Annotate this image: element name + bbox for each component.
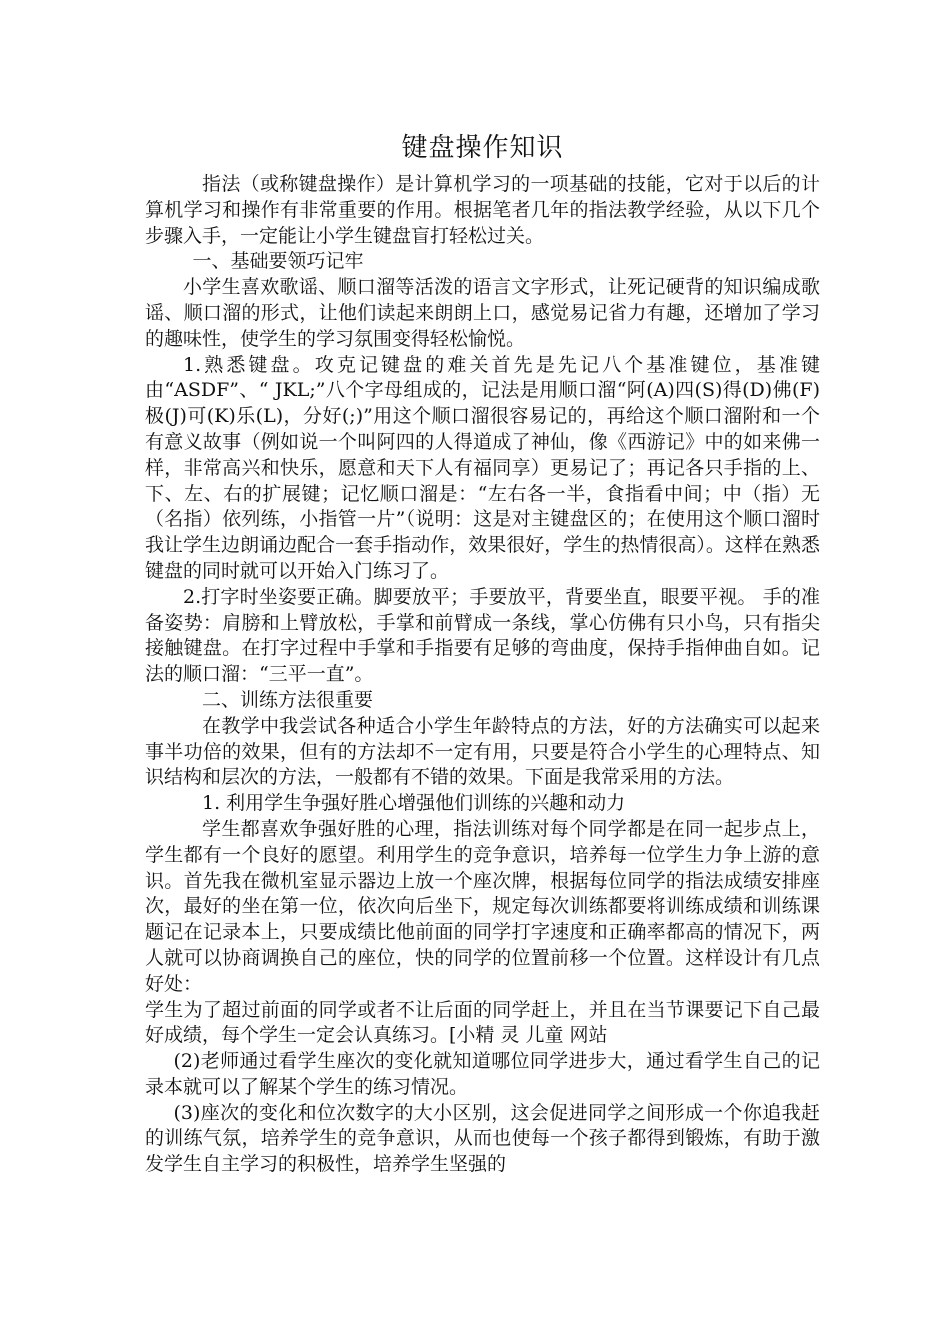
paragraph: 1.熟悉键盘。攻克记键盘的难关首先是先记八个基准键位，基准键由“ASDF”、“ JKL;”八个字母组成的，记法是用顺口溜“阿(A)四(S)得(D)佛(F)极(J)可(K)乐(L)，分好(;)”用这个顺口溜很容易记的，再给这个顺口溜附和一个有意义故事（例如说一个叫阿四的人得道成了神仙，像《西游记》中的如来佛一样，非常高兴和快乐，愿意和天下人有福同享）更易记了；再记各只手指的上、下、左、右的扩展键；记忆顺口溜是：“左右各一半，食指看中间；中（指）无（名指）依列练，小指管一片”（说明：这是对主键盘区的；在使用这个顺口溜时我让学生边朗诵边配合一套手指动作，效果很好，学生的热情很高）。这样在熟悉键盘的同时就可以开始入门练习了。 xyxy=(145,353,820,582)
subsection-heading: 1. 利用学生争强好胜心增强他们训练的兴趣和动力 xyxy=(202,792,626,815)
section-heading-2: 二、训练方法很重要 xyxy=(202,688,374,711)
section-heading-1: 一、基础要领巧记牢 xyxy=(192,250,364,273)
paragraph: 小学生喜欢歌谣、顺口溜等活泼的语言文字形式，让死记硬背的知识编成歌谣、顺口溜的形式，让他们读起来朗朗上口，感觉易记省力有趣，还增加了学习的趣味性，使学生的学习氛围变得轻松愉悦。 xyxy=(145,276,820,350)
paragraph: 2.打字时坐姿要正确。脚要放平；手要放平，背要坐直，眼要平视。 手的准备姿势：肩膀和上臂放松，手掌和前臂成一条线，掌心仿佛有只小鸟，只有指尖接触键盘。在打字过程中手掌和手指要有足够的弯曲度，保持手指伸曲自如。记法的顺口溜：“三平一直”。 xyxy=(145,585,820,686)
paragraph: 学生为了超过前面的同学或者不让后面的同学赶上，并且在当节课要记下自己最好成绩，每个学生一定会认真练习。[小精 灵 儿童 网站 xyxy=(145,998,820,1047)
intro-paragraph: 指法（或称键盘操作）是计算机学习的一项基础的技能，它对于以后的计算机学习和操作有非常重要的作用。根据笔者几年的指法教学经验，从以下几个步骤入手，一定能让小学生键盘盲打轻松过关。 xyxy=(145,173,820,247)
document-title: 键盘操作知识 xyxy=(401,133,564,163)
document-body xyxy=(145,130,820,1178)
paragraph: 在教学中我尝试各种适合小学生年龄特点的方法，好的方法确实可以起来事半功倍的效果，但有的方法却不一定有用，只要是符合小学生的心理特点、知识结构和层次的方法，一般都有不错的效果。下面是我常采用的方法。 xyxy=(145,714,820,789)
paragraph: (2)老师通过看学生座次的变化就知道哪位同学进步大，通过看学生自己的记录本就可以了解某个学生的练习情况。 xyxy=(145,1050,820,1098)
paragraph: 学生都喜欢争强好胜的心理，指法训练对每个同学都是在同一起步点上，学生都有一个良好的愿望。利用学生的竞争意识，培养每一位学生力争上游的意识。首先我在微机室显示器边上放一个座次牌，根据每位同学的指法成绩安排座次，最好的坐在第一位，依次向后坐下，规定每次训练都要将训练成绩和训练课题记在记录本上，只要成绩比他前面的同学打字速度和正确率都高的情况下，两人就可以协商调换自己的座位，快的同学的位置前移一个位置。这样设计有几点好处： xyxy=(145,817,820,995)
paragraph: (3)座次的变化和位次数字的大小区别，这会促进同学之间形成一个你追我赶的训练气氛，培养学生的竞争意识，从而也使每一个孩子都得到锻炼，有助于激发学生自主学习的积极性，培养学生坚强的 xyxy=(145,1101,820,1176)
